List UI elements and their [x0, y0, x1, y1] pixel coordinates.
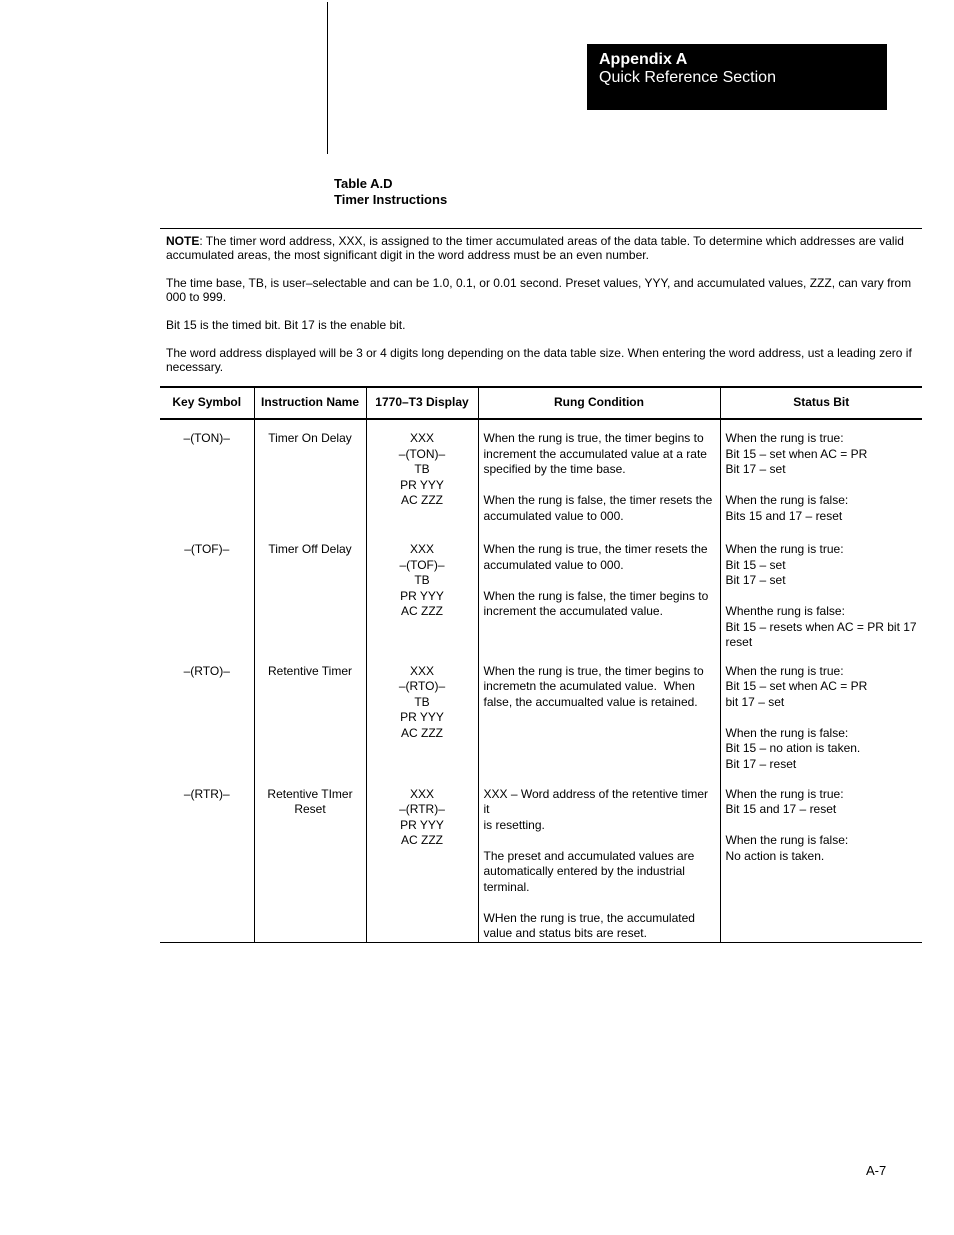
status-line: When the rung is true: [725, 431, 844, 445]
status-bit-cell [720, 527, 922, 651]
rung-line: accumulated value to 000. [483, 557, 624, 572]
display-cell [366, 527, 478, 651]
status-line: Bit 17 – set [725, 462, 786, 476]
status-line: bit 17 – set [725, 694, 785, 709]
rung-line: When the rung is false, the timer resets the [483, 493, 713, 507]
status-line [726, 710, 918, 726]
status-line [726, 818, 918, 834]
display-line: AC ZZZ [401, 725, 443, 740]
status-bit-cell [720, 419, 922, 527]
status-line: reset [725, 635, 753, 649]
status-line: Whenthe rung is false: [725, 604, 845, 618]
table-row [160, 527, 922, 651]
rung-line: automatically entered by the industrial [483, 864, 685, 878]
header-rung-condition: Rung Condition [478, 387, 720, 419]
status-line: When the rung is false: [725, 725, 849, 740]
table-row [160, 419, 922, 527]
status-line: Bit 17 – reset [725, 756, 797, 771]
key-symbol-cell: –(TON)– [183, 431, 230, 445]
status-line: Bit 15 – resets when AC = PR bit 17 [725, 619, 917, 634]
display-line: XXX [409, 786, 434, 801]
display-line: XXX [409, 431, 434, 445]
rung-condition-cell [478, 419, 720, 527]
display-cell [366, 651, 478, 774]
status-line: Bit 15 – set [725, 557, 786, 572]
instruction-name-cell: Timer On Delay [254, 419, 366, 527]
status-line: No action is taken. [725, 848, 825, 863]
status-line: When the rung is true: [725, 786, 844, 801]
table-caption [334, 176, 447, 208]
rung-line [484, 573, 715, 589]
display-line: TB [414, 694, 430, 709]
display-line: XXX [409, 542, 434, 556]
header-key-symbol: Key Symbol [160, 387, 254, 419]
status-line [726, 589, 918, 605]
display-line: –(TON)– [398, 446, 446, 461]
rung-line: value and status bits are reset. [483, 926, 647, 940]
rung-line [484, 478, 715, 494]
header-status-bit: Status Bit [720, 387, 922, 419]
rung-line: increment the accumulated value. [483, 604, 663, 618]
rung-line: specified by the time base. [483, 462, 626, 476]
status-line: Bit 15 – set when AC = PR [725, 446, 868, 461]
display-line: –(RTO)– [398, 679, 446, 693]
status-line: Bits 15 and 17 – reset [725, 508, 843, 523]
rung-line: is resetting. [483, 817, 545, 832]
display-line: PR YYY [400, 477, 444, 492]
rung-condition-cell [478, 774, 720, 943]
status-line: When the rung is false: [725, 493, 849, 507]
bits-paragraph: Bit 15 is the timed bit. Bit 17 is the enable bit. [166, 318, 406, 332]
key-symbol-cell: –(RTR)– [160, 774, 254, 943]
timer-instructions-table [160, 386, 922, 943]
header-instruction-name: Instruction Name [254, 387, 366, 419]
rung-line: accumulated value to 000. [483, 508, 624, 523]
table-title: Timer Instructions [334, 192, 448, 207]
instruction-name-cell: Retentive Timer [254, 651, 366, 774]
display-cell [366, 774, 478, 943]
note-label: NOTE [166, 234, 200, 248]
page-number: A-7 [866, 1163, 887, 1178]
status-line: When the rung is false: [725, 833, 849, 847]
rung-line: When the rung is true, the timer resets the [483, 542, 708, 556]
rung-condition-cell [478, 651, 720, 774]
rung-line: The preset and accumulated values are [483, 848, 695, 863]
status-bit-cell [720, 774, 922, 943]
display-line: TB [414, 573, 430, 587]
table-row [160, 774, 922, 943]
display-line: AC ZZZ [401, 833, 443, 847]
table-row [160, 651, 922, 774]
table-label: Table A.D [334, 176, 393, 191]
appendix-title: Appendix A [599, 51, 688, 68]
time-base-paragraph: The time base, TB, is user–selectable and can be 1.0, 0.1, or 0.01 second. Preset values, YYY, and accumulated values, ZZZ, can vary from 000 to 999. [166, 276, 912, 304]
display-line: TB [414, 462, 430, 476]
status-line: When the rung is true: [725, 663, 844, 678]
rung-line: incremetn the acumulated value. When [483, 679, 695, 693]
table-header-row [160, 387, 922, 419]
rung-line: When the rung is true, the timer begins to [483, 431, 704, 445]
top-rule [160, 228, 922, 229]
header-display: 1770–T3 Display [366, 387, 478, 419]
display-line: XXX [409, 663, 434, 678]
rung-line [484, 833, 715, 849]
status-line: Bit 15 – set when AC = PR [725, 679, 868, 693]
rung-line: false, the accumualted value is retained. [483, 694, 698, 709]
rung-line: XXX – Word address of the retentive timer it [483, 786, 712, 816]
display-line: –(RTR)– [399, 802, 445, 816]
rung-condition-cell [478, 527, 720, 651]
status-line: Bit 17 – set [725, 573, 786, 587]
word-address-paragraph: The word address displayed will be 3 or 4 digits long depending on the data table size. When entering the word address, ust a leading zero if necessary. [166, 346, 912, 374]
status-line: When the rung is true: [725, 542, 844, 556]
status-line: Bit 15 – no ation is taken. [725, 741, 861, 755]
display-line: AC ZZZ [401, 604, 443, 618]
appendix-subtitle: Quick Reference Section [599, 69, 776, 86]
rung-line: terminal. [483, 879, 530, 894]
status-bit-cell [720, 651, 922, 774]
display-line: PR YYY [400, 710, 444, 724]
rung-line: WHen the rung is true, the accumulated [483, 910, 695, 925]
instruction-name-cell: Timer Off Delay [254, 527, 366, 651]
margin-vertical-rule [327, 2, 328, 154]
status-line [726, 478, 918, 494]
key-symbol-cell: –(RTO)– [183, 663, 230, 678]
rung-line: When the rung is true, the timer begins to [483, 663, 704, 678]
note-paragraph [166, 234, 918, 262]
appendix-header [587, 44, 887, 110]
rung-line: When the rung is false, the timer begins to [483, 588, 709, 603]
note-text: : The timer word address, XXX, is assigned to the timer accumulated areas of the data table. To determine which addresses are valid accumulated areas, the most significant digit in the word address must be an even number. [166, 234, 904, 262]
rung-line [484, 895, 715, 911]
instruction-name-cell: Retentive TImer Reset [254, 774, 366, 943]
notes-section [166, 234, 918, 388]
key-symbol-cell: –(TOF)– [184, 542, 230, 556]
rung-line: increment the accumulated value at a rate [483, 446, 707, 461]
display-line: –(TOF)– [399, 557, 445, 572]
display-cell [366, 419, 478, 527]
display-line: AC ZZZ [401, 493, 443, 507]
display-line: PR YYY [400, 588, 444, 603]
display-line: PR YYY [400, 817, 444, 832]
status-line: Bit 15 and 17 – reset [725, 802, 837, 816]
